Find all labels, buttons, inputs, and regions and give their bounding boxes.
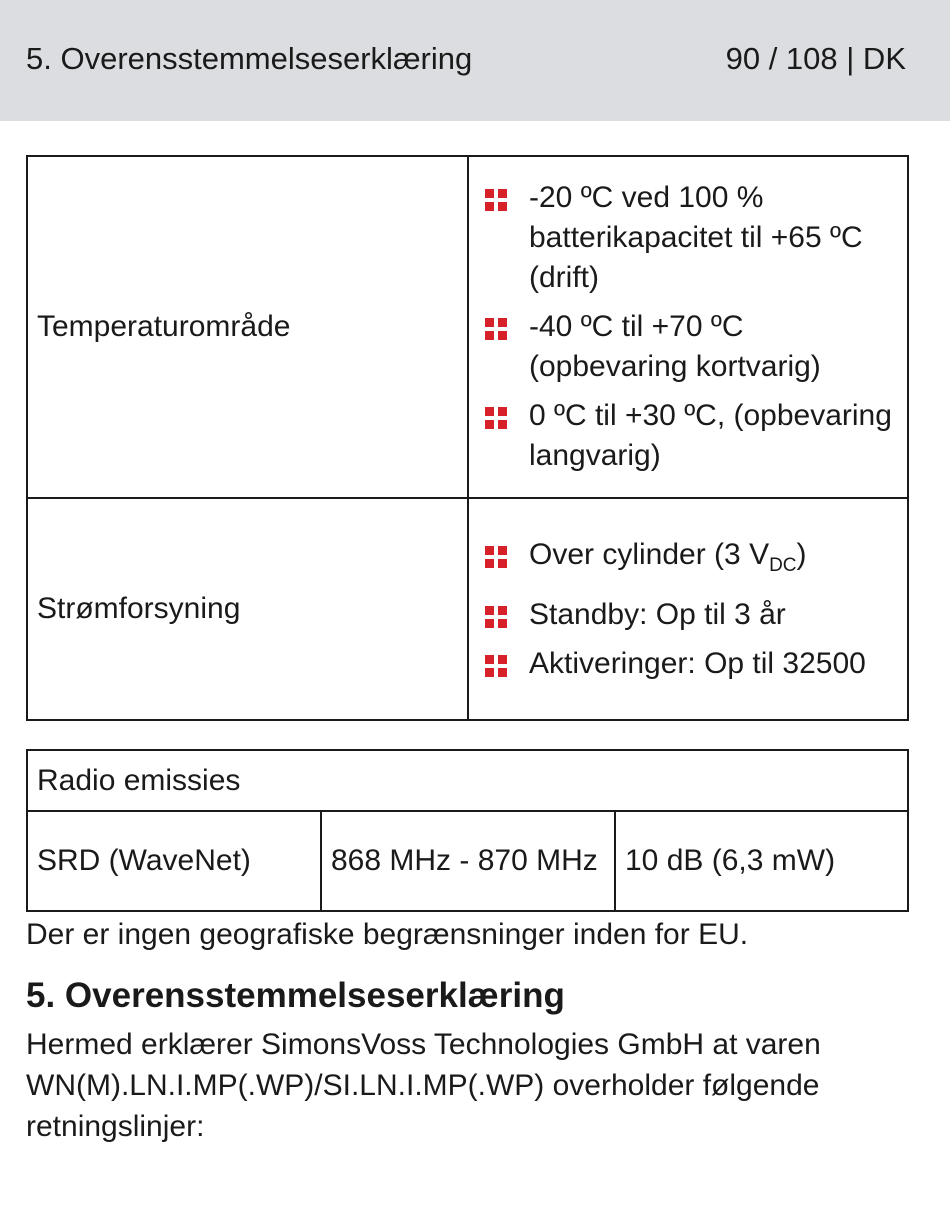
radio-frequency-cell: 868 MHz - 870 MHz (321, 811, 615, 911)
four-squares-icon (485, 655, 507, 677)
radio-type-cell: SRD (WaveNet) (27, 811, 321, 911)
four-squares-icon (485, 606, 507, 628)
table-row (27, 811, 908, 911)
radio-table (26, 749, 909, 912)
temperature-values (468, 156, 908, 498)
list-item (485, 535, 907, 586)
section-paragraph: Hermed erklærer SimonsVoss Technologies GmbH at varen WN(M).LN.I.MP(.WP)/SI.LN.I.MP(.WP) overholder følgende retningslinjer: (26, 1028, 821, 1143)
list-item-text: 0 ºC til +30 ºC, (opbevaring langvarig) (529, 399, 892, 472)
list-item (485, 178, 907, 298)
voltage-suffix: ) (796, 537, 807, 571)
temperature-label: Temperaturområde (27, 156, 468, 498)
list-item (485, 644, 907, 684)
list-item-text: -40 ºC til +70 ºC (opbevaring kortvarig) (529, 310, 821, 383)
table-row (27, 498, 908, 720)
power-label: Strømforsyning (27, 498, 468, 720)
list-item (485, 396, 907, 476)
list-item-text: Standby: Op til 3 år (529, 597, 786, 631)
four-squares-icon (485, 407, 507, 429)
list-item-text: Aktiveringer: Op til 32500 (529, 646, 866, 680)
voltage-subscript: DC (769, 554, 797, 576)
four-squares-icon (485, 189, 507, 211)
page-header (0, 0, 950, 121)
four-squares-icon (485, 546, 507, 568)
list-item (485, 595, 907, 635)
page-number: 90 / 108 | DK (725, 41, 906, 76)
power-list (485, 535, 907, 684)
radio-power-cell: 10 dB (6,3 mW) (615, 811, 908, 911)
voltage-prefix: Over cylinder (3 V (529, 537, 770, 571)
table-row (27, 156, 908, 498)
specs-table (26, 155, 909, 721)
section-heading: 5. Overensstemmelseserklæring (26, 976, 565, 1015)
list-item-text: -20 ºC ved 100 % batterikapacitet til +65 ºC (drift) (529, 181, 863, 294)
list-item (485, 307, 907, 387)
geographic-note: Der er ingen geografiske begrænsninger inden for EU. (26, 918, 749, 951)
power-values (468, 498, 908, 720)
table-row (27, 750, 908, 811)
radio-table-title: Radio emissies (27, 750, 908, 811)
temperature-list (485, 178, 907, 476)
header-title: 5. Overensstemmelseserklæring (26, 41, 473, 76)
four-squares-icon (485, 318, 507, 340)
